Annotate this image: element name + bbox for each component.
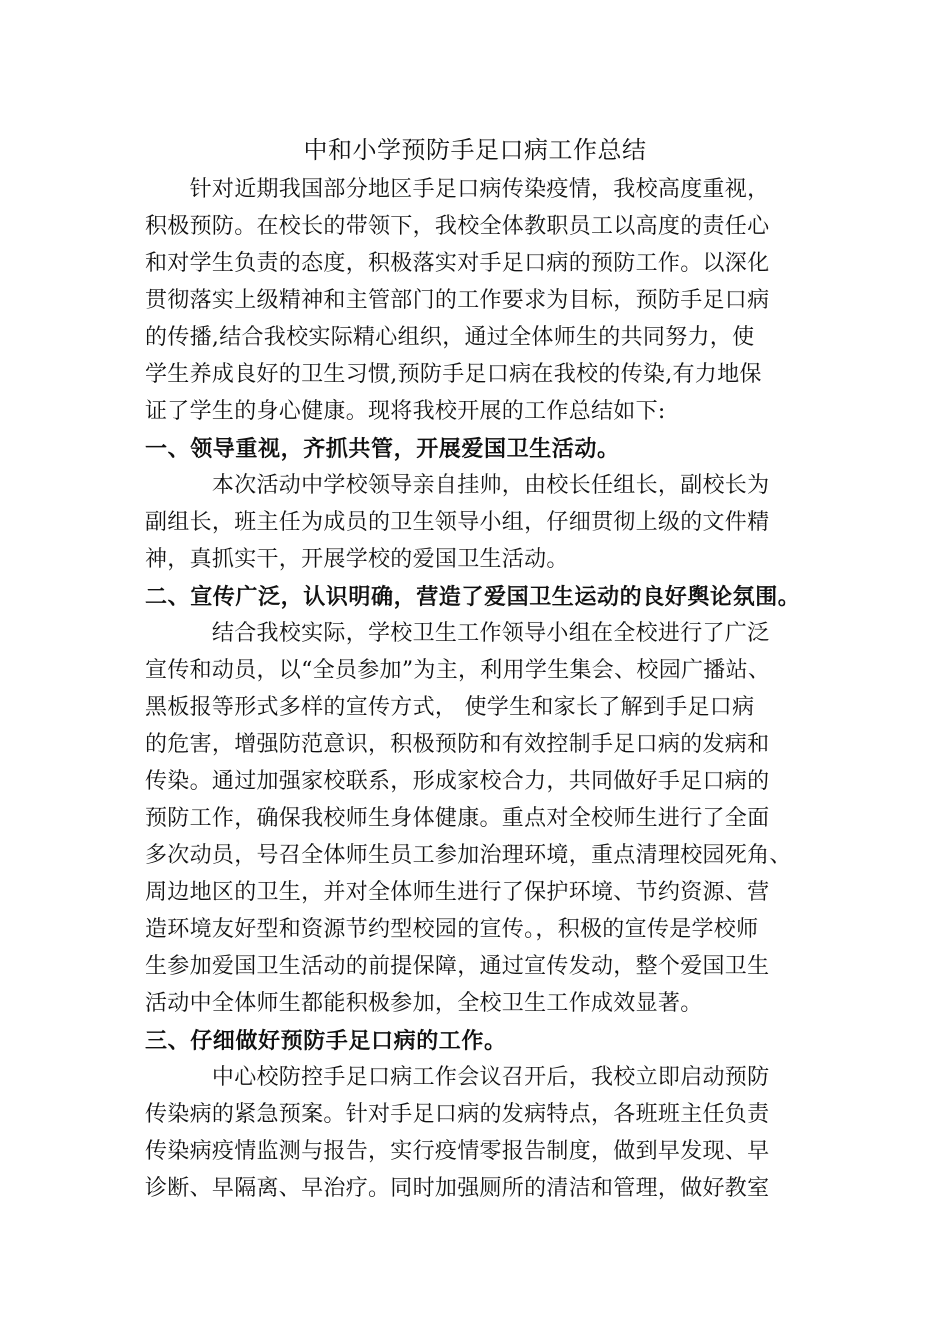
paragraph-line: 传染病的紧急预案。针对手足口病的发病特点，各班班主任负责 [145, 1102, 770, 1127]
paragraph-line: 宣传和动员，以“全员参加”为主，利用学生集会、校园广播站、 [145, 658, 771, 683]
paragraph-line: 神，真抓实干，开展学校的爱国卫生活动。 [145, 547, 569, 572]
paragraph-line: 贯彻落实上级精神和主管部门的工作要求为目标，预防手足口病 [145, 288, 770, 313]
section-heading-2: 二、宣传广泛，认识明确，营造了爱国卫生运动的良好舆论氛围。 [145, 584, 801, 610]
paragraph-line: 造环境友好型和资源节约型校园的宣传。，积极的宣传是学校师 [145, 917, 759, 942]
paragraph-line: 生参加爱国卫生活动的前提保障，通过宣传发动，整个爱国卫生 [145, 954, 770, 979]
paragraph-line: 传染病疫情监测与报告，实行疫情零报告制度，做到早发现、早 [145, 1139, 770, 1164]
paragraph-line: 积极预防。在校长的带领下，我校全体教职员工以高度的责任心 [145, 214, 770, 239]
paragraph-line: 周边地区的卫生，并对全体师生进行了保护环境、节约资源、营 [145, 880, 770, 905]
paragraph-line: 本次活动中学校领导亲自挂帅，由校长任组长，副校长为 [145, 473, 770, 498]
paragraph-line: 证了学生的身心健康。现将我校开展的工作总结如下: [145, 399, 666, 424]
section-heading-3: 三、仔细做好预防手足口病的工作。 [145, 1028, 507, 1054]
section-heading-1: 一、领导重视，齐抓共管，开展爱国卫生活动。 [145, 436, 620, 462]
paragraph-line: 结合我校实际，学校卫生工作领导小组在全校进行了广泛 [145, 621, 770, 646]
paragraph-line: 多次动员，号召全体师生员工参加治理环境，重点清理校园死角、 [145, 843, 792, 868]
paragraph-line: 针对近期我国部分地区手足口病传染疫情，我校高度重视， [145, 177, 770, 202]
paragraph-line: 的传播,结合我校实际精心组织，通过全体师生的共同努力，使 [145, 325, 755, 350]
paragraph-line: 预防工作，确保我校师生身体健康。重点对全校师生进行了全面 [145, 806, 770, 831]
paragraph-line: 学生养成良好的卫生习惯,预防手足口病在我校的传染,有力地保 [145, 362, 762, 387]
paragraph-line: 中心校防控手足口病工作会议召开后，我校立即启动预防 [145, 1065, 770, 1090]
document-title: 中和小学预防手足口病工作总结 [303, 136, 647, 164]
paragraph-line: 和对学生负责的态度，积极落实对手足口病的预防工作。以深化 [145, 251, 770, 276]
paragraph-line: 的危害，增强防范意识，积极预防和有效控制手足口病的发病和 [145, 732, 770, 757]
paragraph-line: 活动中全体师生都能积极参加，全校卫生工作成效显著。 [145, 991, 703, 1016]
paragraph-line: 副组长，班主任为成员的卫生领导小组，仔细贯彻上级的文件精 [145, 510, 770, 535]
paragraph-line: 传染。通过加强家校联系，形成家校合力，共同做好手足口病的 [145, 769, 770, 794]
paragraph-line: 诊断、早隔离、早治疗。同时加强厕所的清洁和管理，做好教室 [145, 1176, 770, 1201]
paragraph-line: 黑板报等形式多样的宣传方式， 使学生和家长了解到手足口病 [145, 695, 755, 720]
